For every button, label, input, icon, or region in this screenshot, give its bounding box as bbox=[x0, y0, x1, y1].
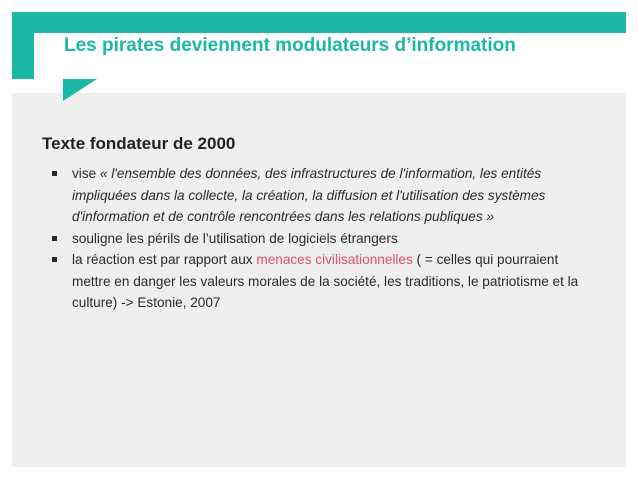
bullet-icon bbox=[52, 236, 57, 241]
list-item bbox=[52, 163, 600, 228]
bullet-prefix: vise bbox=[72, 166, 100, 181]
bullet-highlight: menaces civilisationnelles bbox=[256, 252, 413, 267]
list-item bbox=[52, 228, 600, 250]
bullet-text: souligne les périls de l’utilisation de logiciels étrangers bbox=[72, 230, 398, 246]
bullet-icon bbox=[52, 171, 57, 176]
bullet-prefix: la réaction est par rapport aux bbox=[72, 252, 257, 267]
bullet-suffix: ( = celles qui pourraient mettre en danger les valeurs morales de la société, les traditions, le patriotisme et la culture) -> Estonie, 2007 bbox=[72, 252, 579, 310]
bullet-icon bbox=[52, 257, 57, 262]
section-heading: Texte fondateur de 2000 bbox=[42, 134, 236, 153]
bullet-quote: « l'ensemble des données, des infrastructures de l'information, les entités impliquées dans la collecte, la création, la diffusion et l'utilisation des systèmes d'information et de contrôle rencontrées dans les relations publiques » bbox=[72, 166, 546, 224]
bullet-list bbox=[52, 163, 600, 314]
slide-title: Les pirates deviennent modulateurs d’information bbox=[64, 35, 516, 56]
title-pointer bbox=[63, 79, 97, 101]
list-item bbox=[52, 249, 600, 314]
